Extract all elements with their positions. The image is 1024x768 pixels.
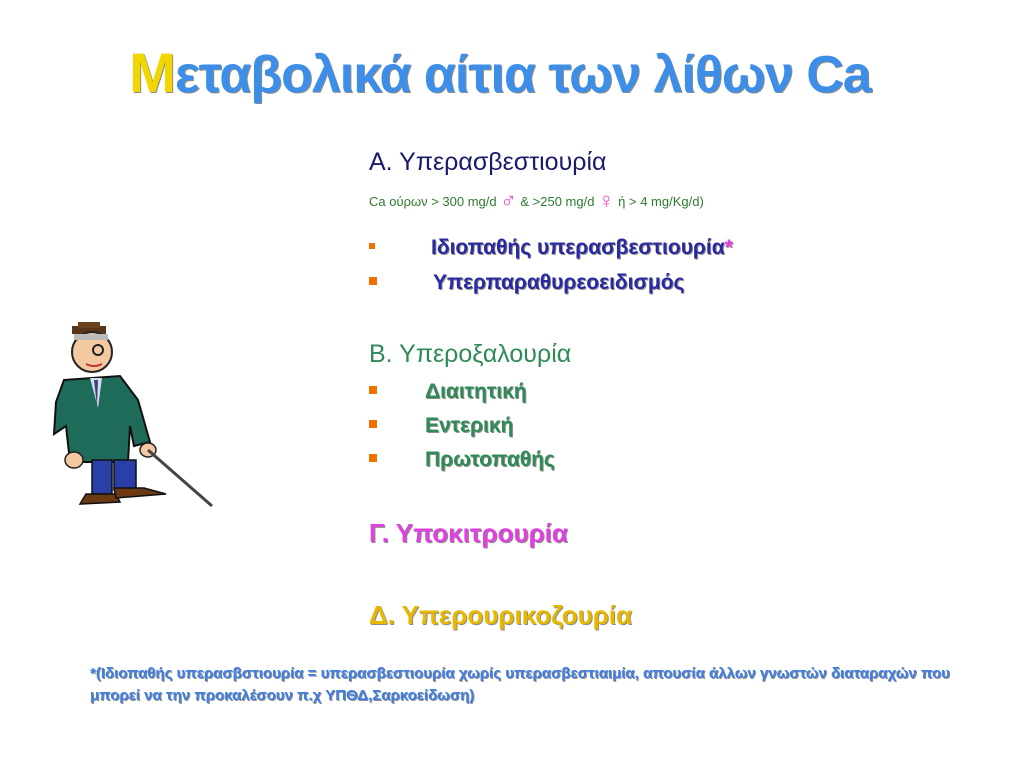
item-label: Εντερική (425, 414, 514, 437)
section-d-heading: Δ. Υπερουρικοζουρία (369, 600, 632, 630)
list-item (369, 448, 555, 472)
male-icon: ♂ (500, 188, 517, 213)
item-label: Υπερπαραθυρεοειδισμός (433, 271, 685, 294)
section-c-heading: Γ. Υποκιτρουρία (369, 518, 568, 548)
footnote: *(Ιδιοπαθής υπερασβστιουρία = υπερασβεστιουρία χωρίς υπερασβεστιαιμία, απουσία άλλων γνωστών διαταραχών που μπορεί να την προκαλέσουν π.χ ΥΠΘΔ,Σαρκοείδωση) (90, 665, 950, 704)
page-title (0, 40, 1000, 105)
item-label: Διαιτητική (425, 380, 527, 403)
title-rest: εταβολικά αίτια των λίθων Ca (174, 46, 871, 104)
note-part3: ή > 4 mg/Kg/d) (614, 194, 704, 209)
female-icon: ♀ (598, 188, 615, 213)
item-label: Πρωτοπαθής (425, 448, 555, 471)
bullet-icon (369, 243, 375, 249)
old-man-with-cane-icon (50, 322, 220, 512)
section-a-heading: Α. Υπερασβεστιουρία (369, 148, 607, 176)
list-item (369, 271, 684, 295)
list-item (369, 380, 527, 404)
list-item (369, 414, 513, 438)
list-item (369, 236, 733, 260)
bullet-icon (369, 454, 377, 462)
bullet-icon (369, 420, 377, 428)
item-label: Ιδιοπαθής υπερασβεστιουρία (431, 236, 725, 259)
bullet-icon (369, 386, 377, 394)
note-part1: Ca ούρων > 300 mg/d (369, 194, 501, 209)
note-part2: & >250 mg/d (516, 194, 599, 209)
asterisk-mark: * (724, 236, 733, 259)
bullet-icon (369, 277, 377, 285)
title-first-letter: M (129, 41, 175, 104)
section-a-note (369, 188, 704, 214)
section-b-heading: Β. Υπεροξαλουρία (369, 340, 572, 368)
